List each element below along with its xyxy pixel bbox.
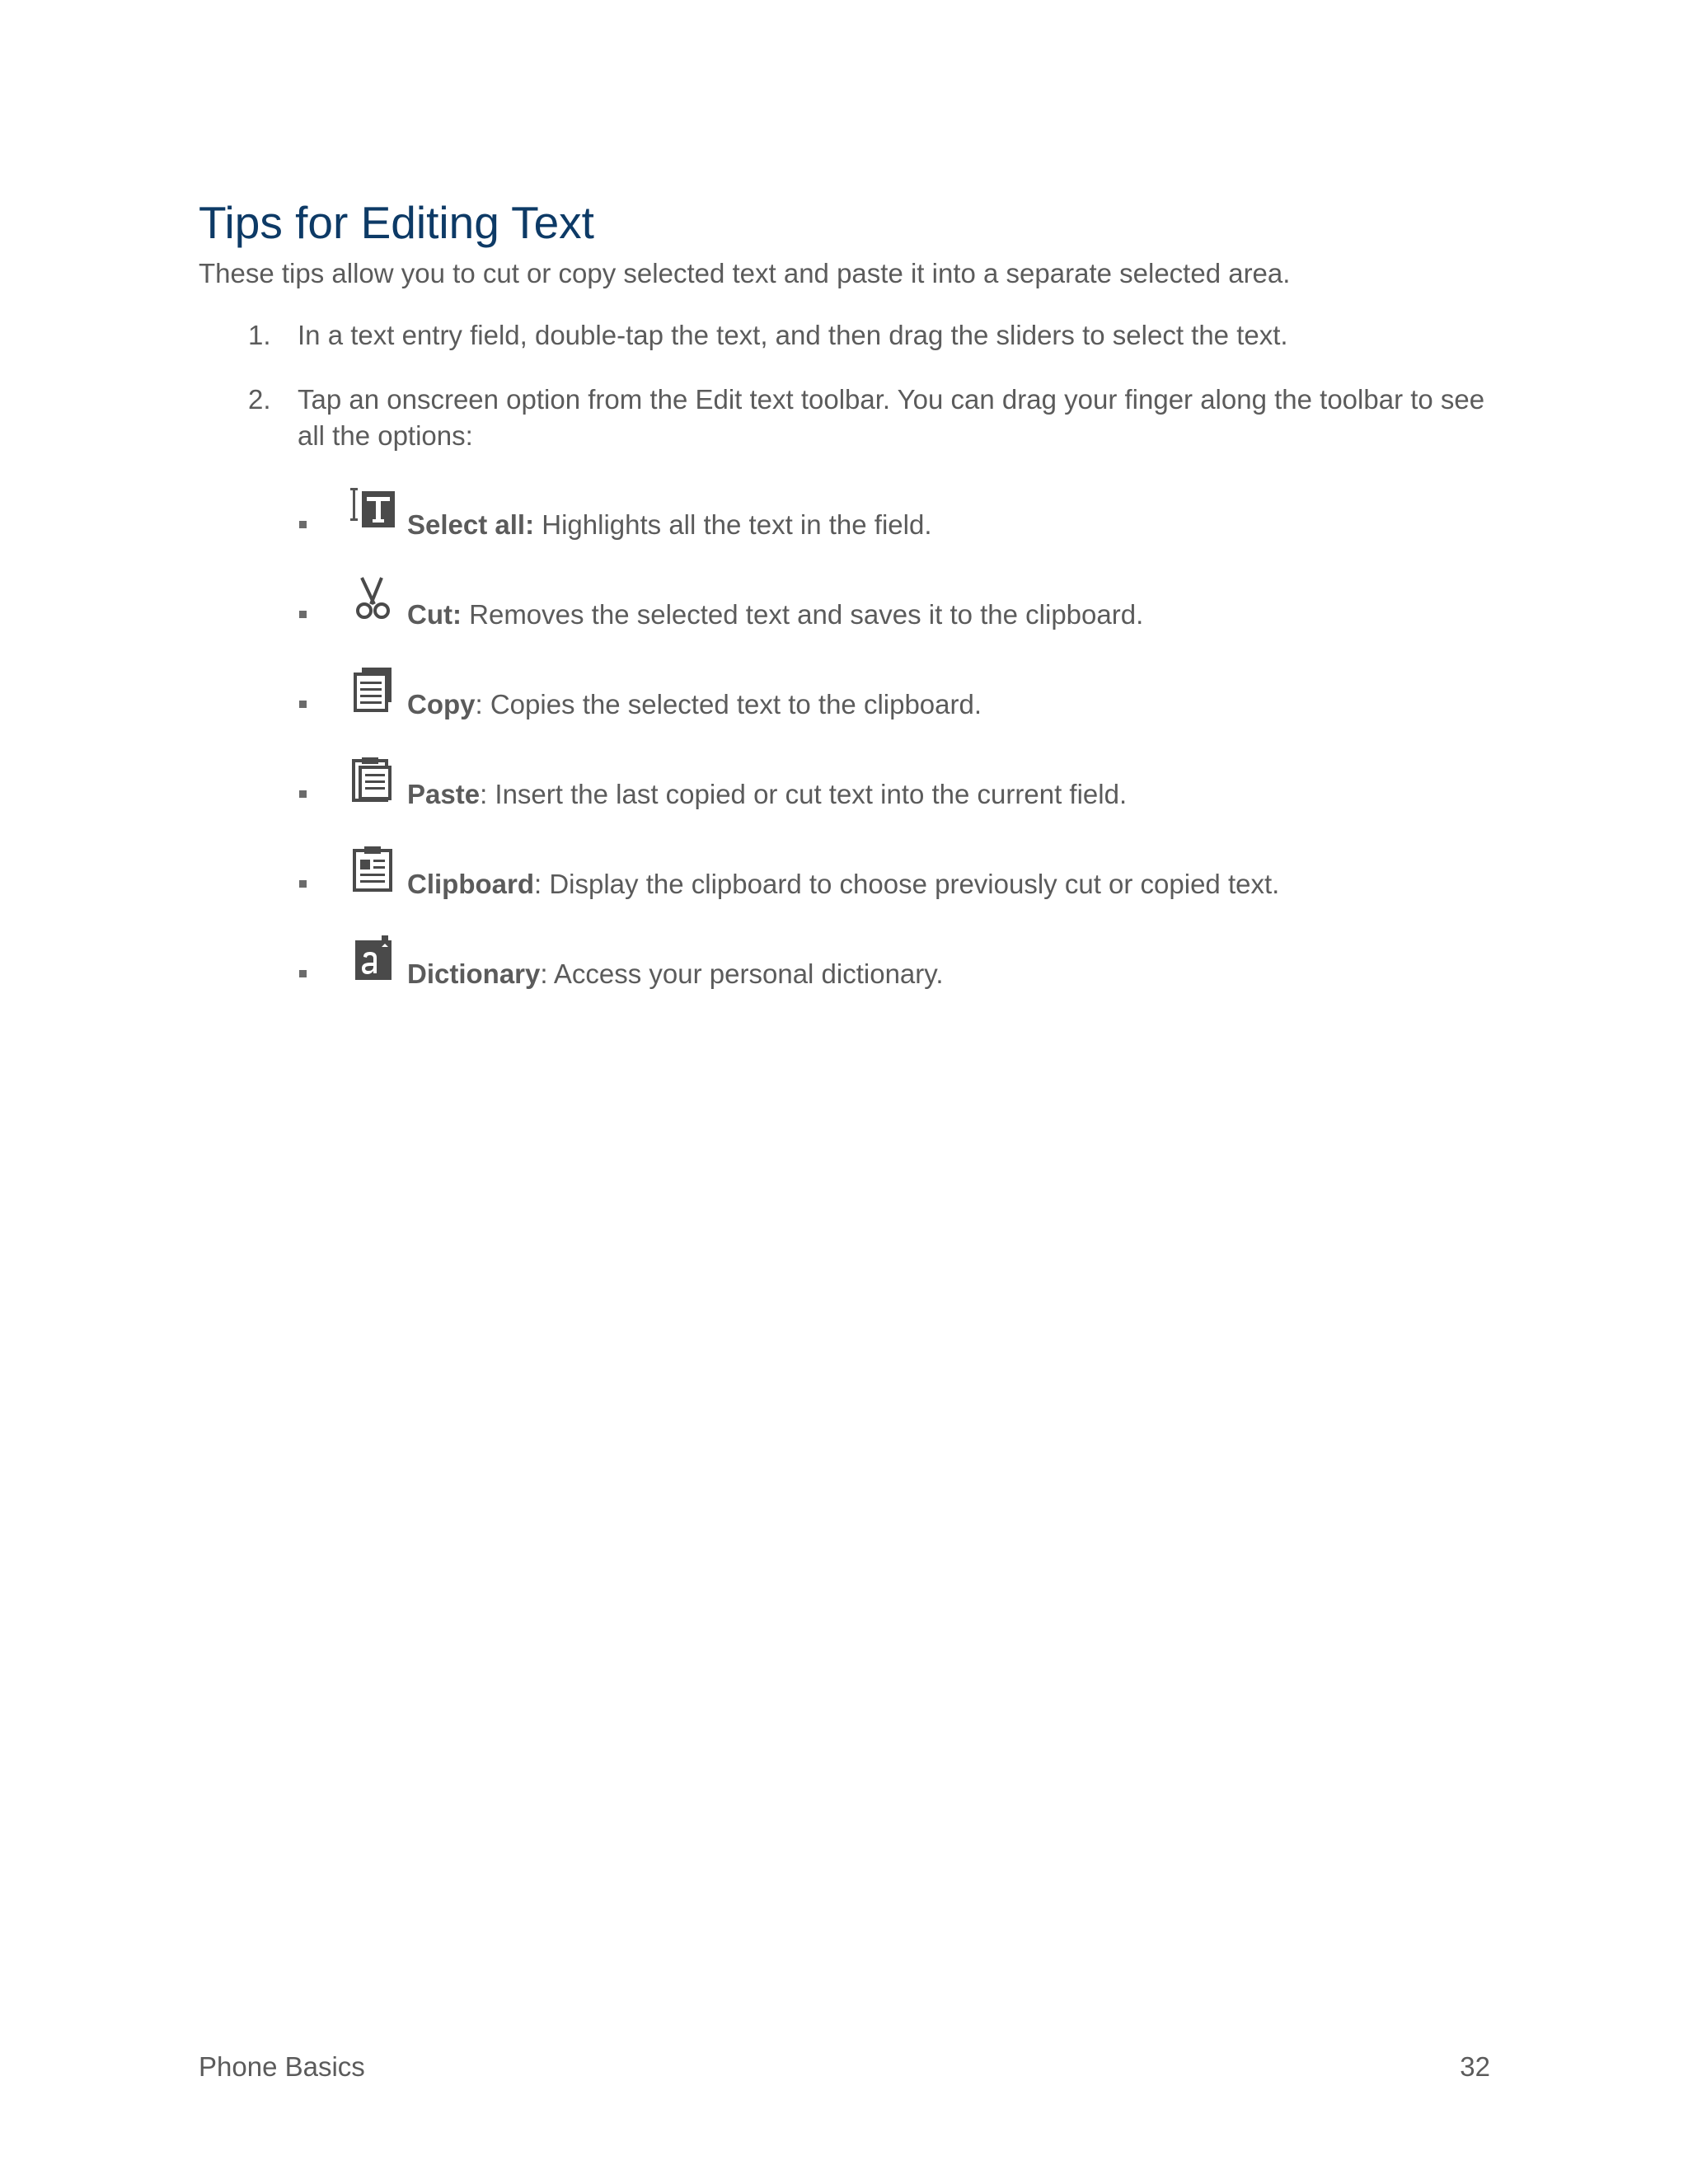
footer-section-name: Phone Basics: [199, 2051, 365, 2082]
option-label: Select all:: [407, 509, 535, 540]
option-label: Copy: [407, 689, 476, 719]
step-number: 2.: [248, 384, 271, 415]
option-text: [407, 507, 932, 543]
step-text: Tap an onscreen option from the Edit text toolbar. You can drag your finger along the toolbar to see all the options:: [298, 384, 1485, 451]
select-all-icon: [350, 486, 398, 534]
page-title: Tips for Editing Text: [199, 197, 594, 248]
bullet-marker: [299, 521, 307, 528]
option-description: : Display the clipboard to choose previously cut or copied text.: [534, 869, 1280, 899]
step-text: In a text entry field, double-tap the text, and then drag the sliders to select the text.: [298, 320, 1288, 350]
option-text: [407, 687, 982, 723]
option-label: Clipboard: [407, 869, 534, 899]
step-item: [199, 317, 1493, 354]
steps-list: [199, 317, 1493, 454]
clipboard-icon: [350, 846, 398, 893]
option-text: [407, 776, 1127, 813]
bullet-marker: [299, 701, 307, 708]
option-label: Paste: [407, 779, 481, 809]
option-label: Cut:: [407, 599, 462, 630]
scissors-icon: [350, 576, 398, 624]
option-description: Highlights all the text in the field.: [534, 509, 932, 540]
footer-page-number: 32: [1460, 2051, 1490, 2082]
paste-icon: [350, 756, 398, 804]
step-number: 1.: [248, 320, 271, 350]
option-text: [407, 956, 944, 992]
copy-icon: [350, 666, 398, 714]
bullet-marker: [299, 880, 307, 888]
option-label: Dictionary: [407, 958, 541, 989]
intro-paragraph: These tips allow you to cut or copy selected text and paste it into a separate selected area.: [199, 258, 1291, 288]
option-text: [407, 866, 1279, 902]
option-description: Removes the selected text and saves it to the clipboard.: [461, 599, 1144, 630]
dictionary-icon: [350, 935, 398, 983]
step-item: [199, 382, 1493, 454]
bullet-marker: [299, 611, 307, 618]
option-description: : Copies the selected text to the clipboard.: [475, 689, 982, 719]
option-text: [407, 597, 1143, 633]
option-description: : Insert the last copied or cut text into the current field.: [480, 779, 1128, 809]
bullet-marker: [299, 970, 307, 977]
option-description: : Access your personal dictionary.: [540, 958, 944, 989]
bullet-marker: [299, 790, 307, 798]
